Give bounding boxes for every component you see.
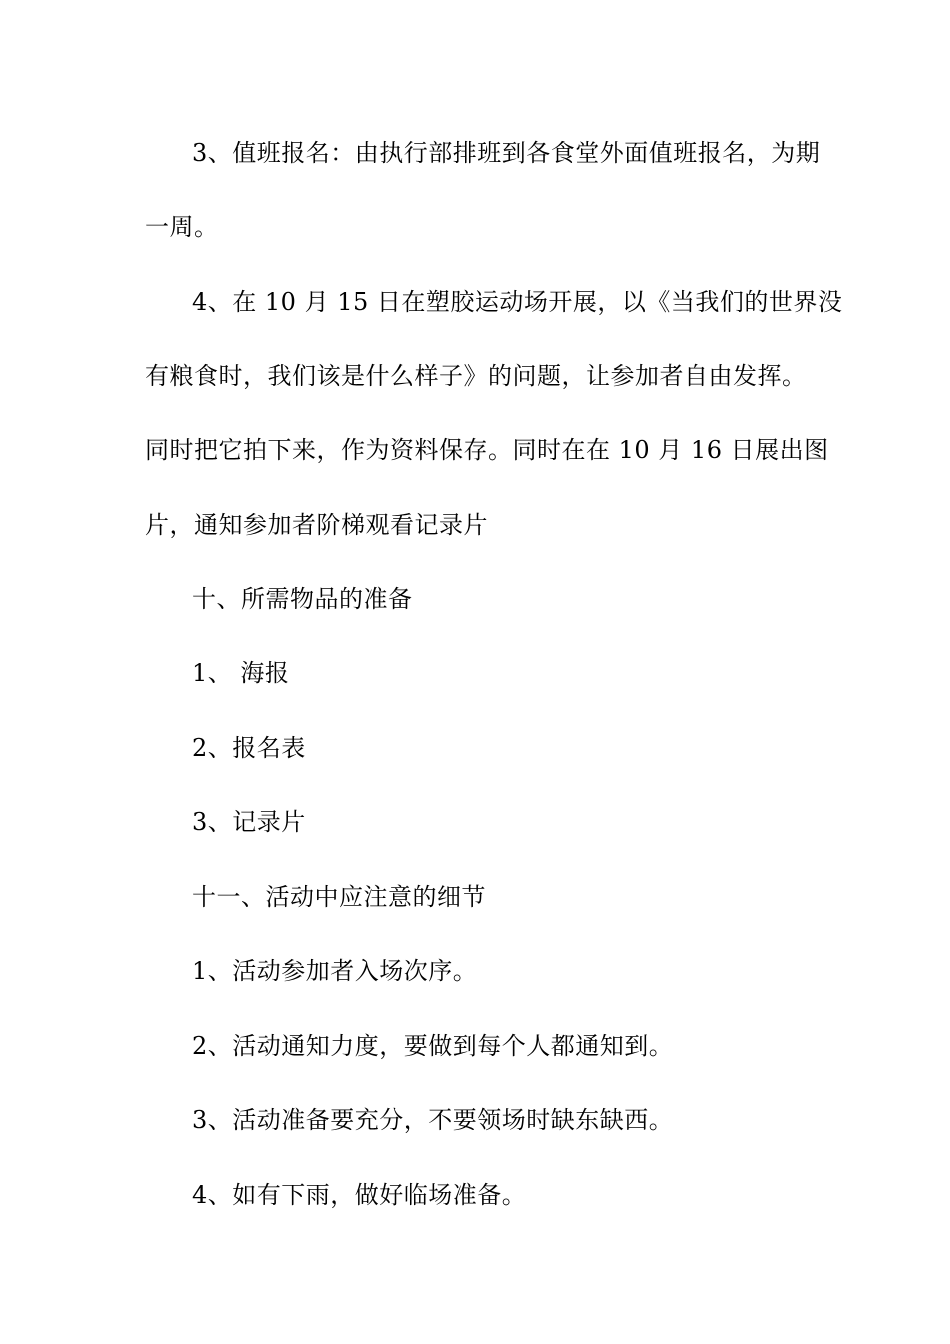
paragraph-line: 同时把它拍下来，作为资料保存。同时在在 10 月 16 日展出图 — [145, 436, 829, 464]
section-heading: 十一、活动中应注意的细节 — [192, 883, 486, 911]
list-item: 2、活动通知力度，要做到每个人都通知到。 — [192, 1032, 674, 1060]
list-item: 4、如有下雨，做好临场准备。 — [192, 1181, 527, 1209]
list-item: 1、 海报 — [192, 659, 290, 687]
paragraph-line: 3、值班报名：由执行部排班到各食堂外面值班报名，为期 — [192, 139, 821, 167]
paragraph-line: 一周。 — [145, 213, 219, 241]
list-item: 2、报名表 — [192, 734, 306, 762]
list-item: 1、活动参加者入场次序。 — [192, 957, 478, 985]
paragraph-line: 4、在 10 月 15 日在塑胶运动场开展，以《当我们的世界没 — [192, 288, 843, 316]
list-item: 3、记录片 — [192, 808, 306, 836]
list-item: 3、活动准备要充分，不要领场时缺东缺西。 — [192, 1106, 674, 1134]
paragraph-line: 有粮食时，我们该是什么样子》的问题，让参加者自由发挥。 — [145, 362, 807, 390]
section-heading: 十、所需物品的准备 — [192, 585, 413, 613]
paragraph-line: 片，通知参加者阶梯观看记录片 — [145, 511, 488, 539]
